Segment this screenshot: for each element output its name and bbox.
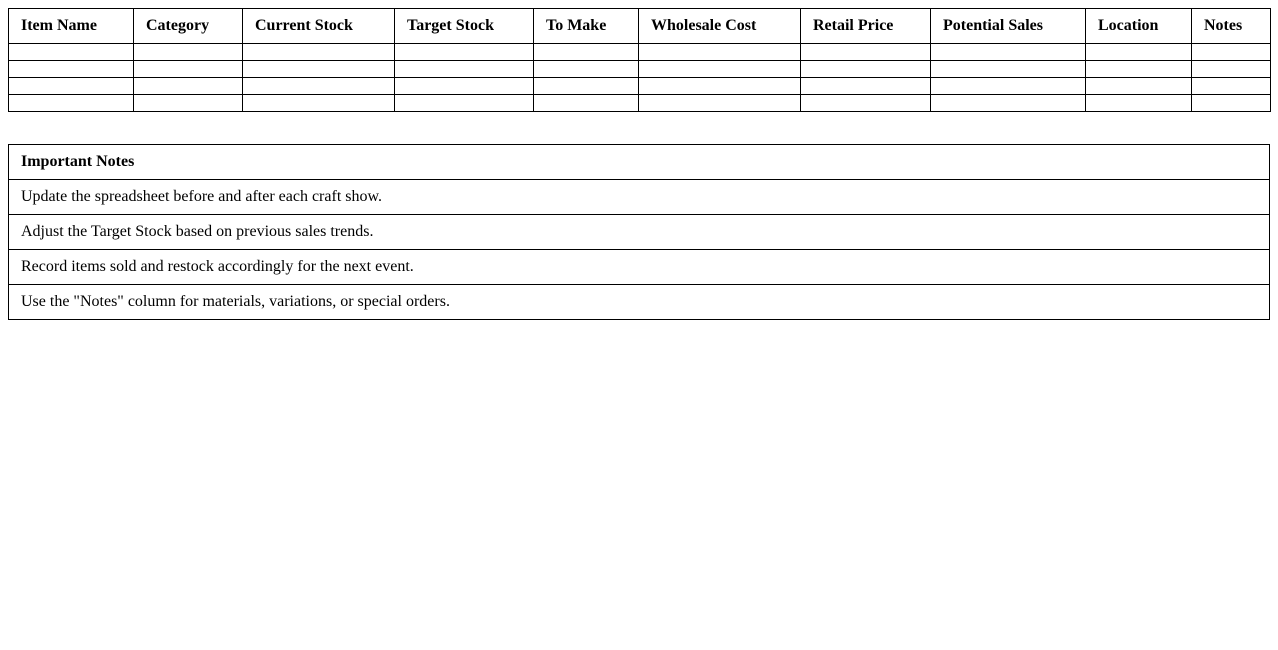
list-item [9, 180, 1270, 215]
inventory-header-row [9, 9, 1271, 44]
list-item [9, 250, 1270, 285]
note-text: Adjust the Target Stock based on previous sales trends. [9, 215, 1270, 250]
table-cell[interactable] [534, 95, 639, 112]
header-current-stock: Current Stock [243, 9, 395, 44]
table-cell[interactable] [931, 61, 1086, 78]
header-location: Location [1086, 9, 1192, 44]
table-cell[interactable] [134, 61, 243, 78]
table-cell[interactable] [134, 78, 243, 95]
table-cell[interactable] [1086, 78, 1192, 95]
table-cell[interactable] [1086, 44, 1192, 61]
table-cell[interactable] [534, 78, 639, 95]
table-row [9, 95, 1271, 112]
table-cell[interactable] [243, 61, 395, 78]
table-cell[interactable] [801, 61, 931, 78]
note-text: Record items sold and restock accordingly for the next event. [9, 250, 1270, 285]
note-text: Use the "Notes" column for materials, variations, or special orders. [9, 285, 1270, 320]
table-cell[interactable] [1086, 61, 1192, 78]
table-cell[interactable] [801, 95, 931, 112]
table-cell[interactable] [1086, 95, 1192, 112]
table-cell[interactable] [801, 78, 931, 95]
table-cell[interactable] [1192, 61, 1271, 78]
table-cell[interactable] [1192, 78, 1271, 95]
notes-header-row [9, 145, 1270, 180]
table-cell[interactable] [243, 44, 395, 61]
table-cell[interactable] [639, 95, 801, 112]
table-cell[interactable] [395, 95, 534, 112]
table-row [9, 44, 1271, 61]
inventory-table [8, 8, 1271, 112]
table-cell[interactable] [9, 44, 134, 61]
table-cell[interactable] [9, 95, 134, 112]
table-cell[interactable] [639, 78, 801, 95]
table-row [9, 61, 1271, 78]
page [8, 8, 1270, 320]
header-item-name: Item Name [9, 9, 134, 44]
table-cell[interactable] [243, 95, 395, 112]
table-cell[interactable] [1192, 44, 1271, 61]
header-potential-sales: Potential Sales [931, 9, 1086, 44]
table-cell[interactable] [134, 44, 243, 61]
header-to-make: To Make [534, 9, 639, 44]
table-cell[interactable] [9, 61, 134, 78]
table-cell[interactable] [395, 61, 534, 78]
notes-title: Important Notes [9, 145, 1270, 180]
table-cell[interactable] [534, 61, 639, 78]
table-cell[interactable] [134, 95, 243, 112]
list-item [9, 215, 1270, 250]
table-cell[interactable] [931, 44, 1086, 61]
table-cell[interactable] [243, 78, 395, 95]
header-wholesale-cost: Wholesale Cost [639, 9, 801, 44]
table-cell[interactable] [9, 78, 134, 95]
table-cell[interactable] [1192, 95, 1271, 112]
header-target-stock: Target Stock [395, 9, 534, 44]
table-cell[interactable] [931, 78, 1086, 95]
table-cell[interactable] [639, 44, 801, 61]
table-cell[interactable] [395, 78, 534, 95]
header-retail-price: Retail Price [801, 9, 931, 44]
important-notes-table [8, 144, 1270, 320]
note-text: Update the spreadsheet before and after each craft show. [9, 180, 1270, 215]
header-notes: Notes [1192, 9, 1271, 44]
table-cell[interactable] [395, 44, 534, 61]
table-cell[interactable] [534, 44, 639, 61]
list-item [9, 285, 1270, 320]
header-category: Category [134, 9, 243, 44]
table-cell[interactable] [801, 44, 931, 61]
table-cell[interactable] [639, 61, 801, 78]
table-cell[interactable] [931, 95, 1086, 112]
table-row [9, 78, 1271, 95]
